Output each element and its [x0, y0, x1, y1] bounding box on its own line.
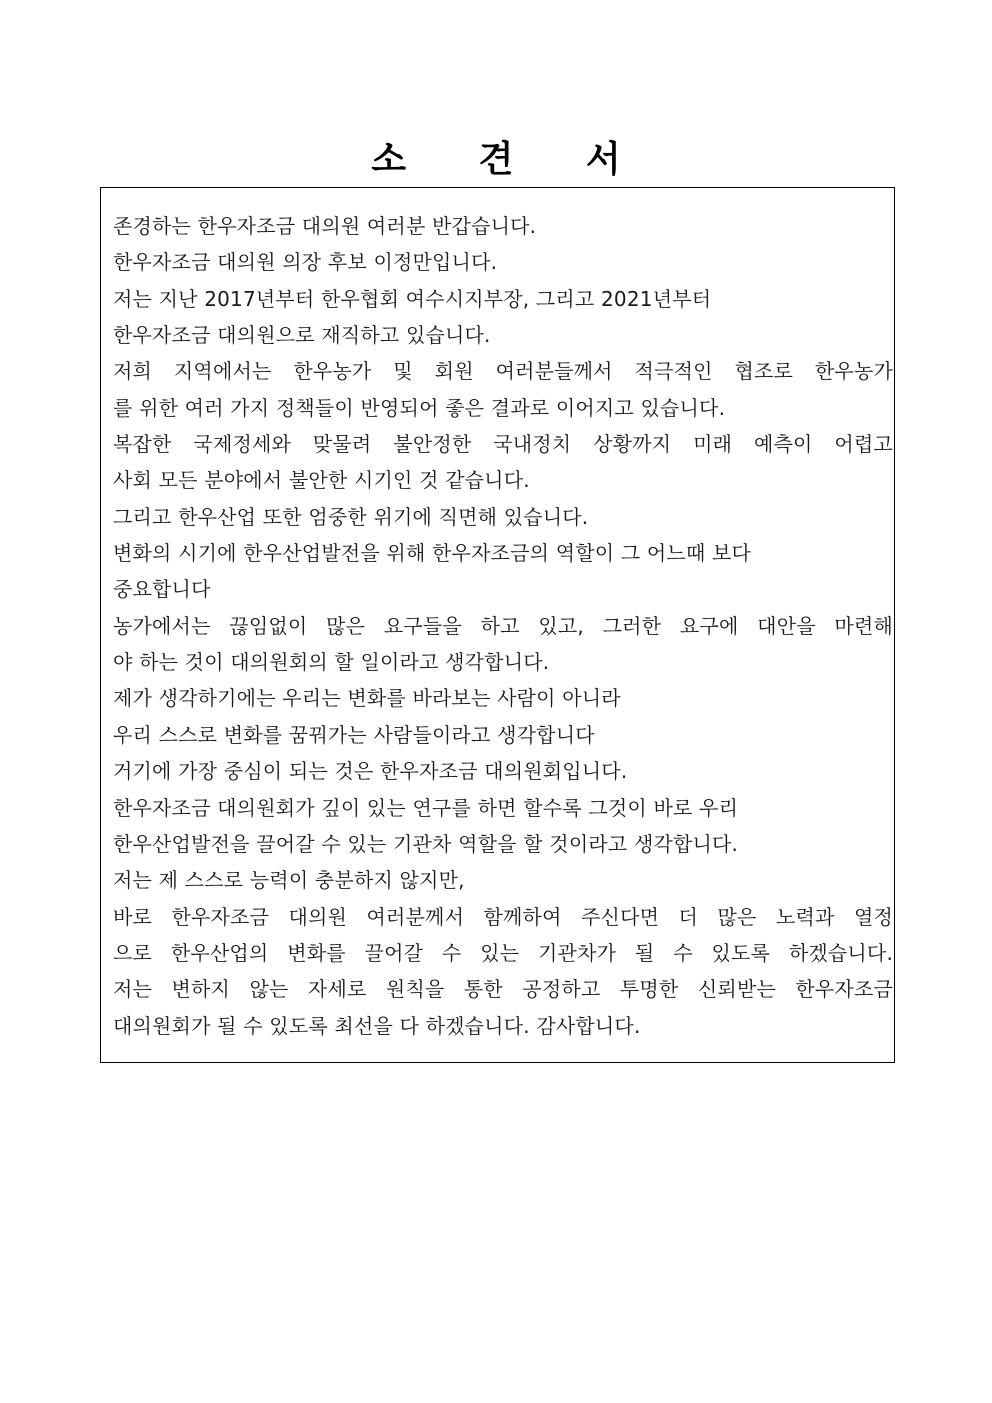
- statement-line: 야 하는 것이 대의원회의 할 일이라고 생각합니다.: [113, 650, 550, 675]
- statement-line: 한우자조금 대의원으로 재직하고 있습니다.: [113, 323, 491, 348]
- statement-line: 거기에 가장 중심이 되는 것은 한우자조금 대의원회입니다.: [113, 759, 628, 784]
- statement-line: 사회 모든 분야에서 불안한 시기인 것 같습니다.: [113, 468, 530, 493]
- statement-line: 제가 생각하기에는 우리는 변화를 바라보는 사람이 아니라: [113, 686, 621, 711]
- statement-line: 우리 스스로 변화를 꿈꿔가는 사람들이라고 생각합니다: [113, 722, 595, 747]
- statement-line: 복잡한 국제정세와 맞물려 불안정한 국내정치 상황까지 미래 예측이 어렵고: [113, 432, 893, 457]
- statement-line: 중요합니다: [113, 577, 211, 602]
- statement-line: 대의원회가 될 수 있도록 최선을 다 하겠습니다. 감사합니다.: [113, 1013, 641, 1038]
- statement-line: 한우산업발전을 끌어갈 수 있는 기관차 역할을 할 것이라고 생각합니다.: [113, 831, 739, 856]
- statement-box: [100, 187, 895, 1063]
- statement-line: 저는 지난 2017년부터 한우협회 여수시지부장, 그리고 2021년부터: [113, 286, 712, 311]
- document-title: 소 견 서: [371, 139, 651, 180]
- statement-line: 를 위한 여러 가지 정책들이 반영되어 좋은 결과로 이어지고 있습니다.: [113, 395, 726, 420]
- statement-line: 한우자조금 대의원회가 깊이 있는 연구를 하면 할수록 그것이 바로 우리: [113, 795, 739, 820]
- statement-line: 저는 제 스스로 능력이 충분하지 않지만,: [113, 868, 465, 893]
- statement-line: 그리고 한우산업 또한 엄중한 위기에 직면해 있습니다.: [113, 504, 589, 529]
- statement-line: 저는 변하지 않는 자세로 원칙을 통한 공정하고 투명한 신뢰받는 한우자조금: [113, 977, 893, 1002]
- statement-line: 존경하는 한우자조금 대의원 여러분 반갑습니다.: [113, 214, 537, 238]
- statement-line: 변화의 시기에 한우산업발전을 위해 한우자조금의 역할이 그 어느때 보다: [113, 541, 752, 566]
- statement-line: 으로 한우산업의 변화를 끌어갈 수 있는 기관차가 될 수 있도록 하겠습니다.: [113, 940, 893, 965]
- statement-line: 한우자조금 대의원 의장 후보 이정만입니다.: [113, 250, 498, 275]
- statement-line: 농가에서는 끊임없이 많은 요구들을 하고 있고, 그러한 요구에 대안을 마련해: [113, 613, 893, 638]
- statement-line: 바로 한우자조금 대의원 여러분께서 함께하여 주신다면 더 많은 노력과 열정: [113, 904, 893, 929]
- statement-line: 저희 지역에서는 한우농가 및 회원 여러분들께서 적극적인 협조로 한우농가: [113, 359, 893, 384]
- statement-body: [113, 208, 893, 1044]
